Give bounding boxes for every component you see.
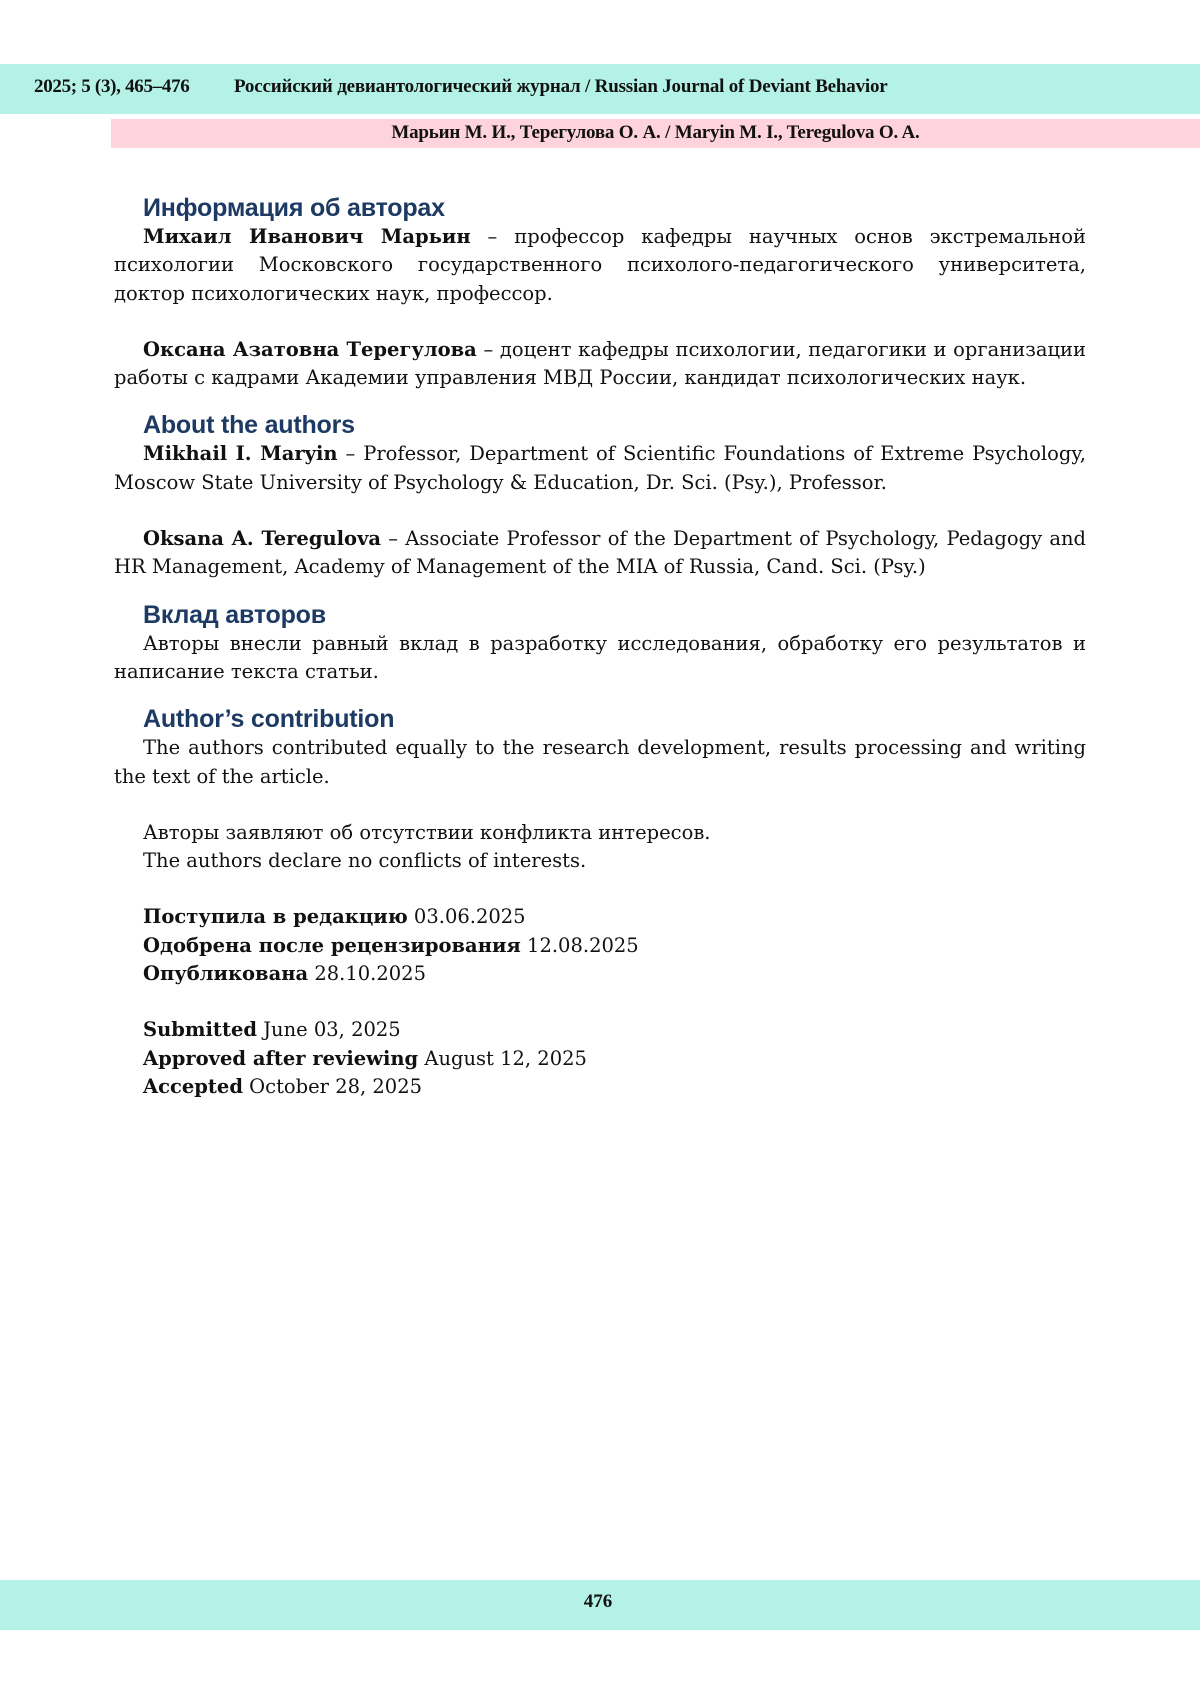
date-published-ru-label: Опубликована [143, 962, 309, 986]
date-approved-ru [114, 932, 1086, 960]
date-accepted-en-label: Accepted [143, 1074, 243, 1098]
date-submitted-en-value: June 03, 2025 [257, 1018, 401, 1042]
date-submitted-ru-label: Поступила в редакцию [143, 905, 408, 929]
authors-en-heading: About the authors [143, 411, 355, 440]
date-submitted-ru [114, 903, 1086, 931]
conflicts-en: The authors declare no conflicts of interests. [143, 849, 587, 873]
author1-en-name: Mikhail I. Maryin [143, 442, 338, 466]
spacer [114, 791, 1086, 819]
date-submitted-en-label: Submitted [143, 1018, 257, 1042]
author2-en-text: – Associate Professor of the Department of Psychology, Pedagogy and HR Management, Academy of Management of the MIA of Russia, Cand. Sci. (Psy.) [114, 527, 1086, 579]
author2-ru-paragraph [114, 336, 1086, 393]
journal-title: Российский девиантологический журнал / Russian Journal of Deviant Behavior [234, 76, 888, 97]
spacer [114, 988, 1086, 1016]
contribution-ru-text: Авторы внесли равный вклад в разработку исследования, обработку его результатов и написание текста статьи. [114, 631, 1086, 683]
conflicts-ru: Авторы заявляют об отсутствии конфликта интересов. [143, 820, 711, 844]
author2-en-paragraph [114, 525, 1086, 582]
spacer [114, 497, 1086, 525]
contribution-ru-heading: Вклад авторов [143, 600, 326, 629]
date-accepted-en-value: October 28, 2025 [242, 1074, 423, 1098]
page-content [114, 193, 1086, 1101]
date-approved-en-label: Approved after reviewing [143, 1046, 419, 1070]
date-submitted-ru-value: 03.06.2025 [407, 905, 526, 929]
author1-ru-text: – профессор кафедры научных основ экстремальной психологии Московского государственного психолого-педагогического университета, доктор психологических наук, профессор. [114, 225, 1086, 305]
author1-ru-paragraph [114, 223, 1086, 308]
date-published-ru-value: 28.10.2025 [308, 962, 426, 986]
date-accepted-en [114, 1073, 1086, 1101]
author1-ru-name: Михаил Иванович Марьин [143, 225, 471, 248]
spacer [114, 875, 1086, 903]
issue-info: 2025; 5 (3), 465–476 [34, 76, 190, 97]
spacer [114, 392, 1086, 410]
author2-ru-text: – доцент кафедры психологии, педагогики и организации работы с кадрами Академии управления МВД России, кандидат психологических наук. [114, 337, 1086, 390]
date-approved-ru-value: 12.08.2025 [520, 933, 639, 957]
contribution-en-heading: Author’s contribution [143, 705, 395, 734]
date-approved-en-value: August 12, 2025 [418, 1046, 587, 1070]
spacer [114, 308, 1086, 336]
contribution-en-text: The authors contributed equally to the research development, results processing and writing the text of the article. [114, 736, 1086, 788]
spacer [114, 686, 1086, 704]
spacer [114, 582, 1086, 600]
author2-en-name: Oksana A. Teregulova [143, 527, 382, 551]
authors-ru-heading: Информация об авторах [143, 194, 445, 222]
date-submitted-en [114, 1016, 1086, 1044]
date-approved-ru-label: Одобрена после рецензирования [143, 933, 521, 957]
date-published-ru [114, 960, 1086, 988]
author1-en-paragraph [114, 440, 1086, 497]
author2-ru-name: Оксана Азатовна Терегулова [143, 337, 477, 361]
running-authors: Марьин М. И., Терегулова О. А. / Maryin M. I., Teregulova O. A. [391, 122, 920, 143]
author1-en-text: – Professor, Department of Scientific Foundations of Extreme Psychology, Moscow State University of Psychology & Education, Dr. Sci. (Psy.), Professor. [114, 442, 1087, 494]
date-approved-en [114, 1045, 1086, 1073]
page-number: 476 [583, 1591, 613, 1612]
